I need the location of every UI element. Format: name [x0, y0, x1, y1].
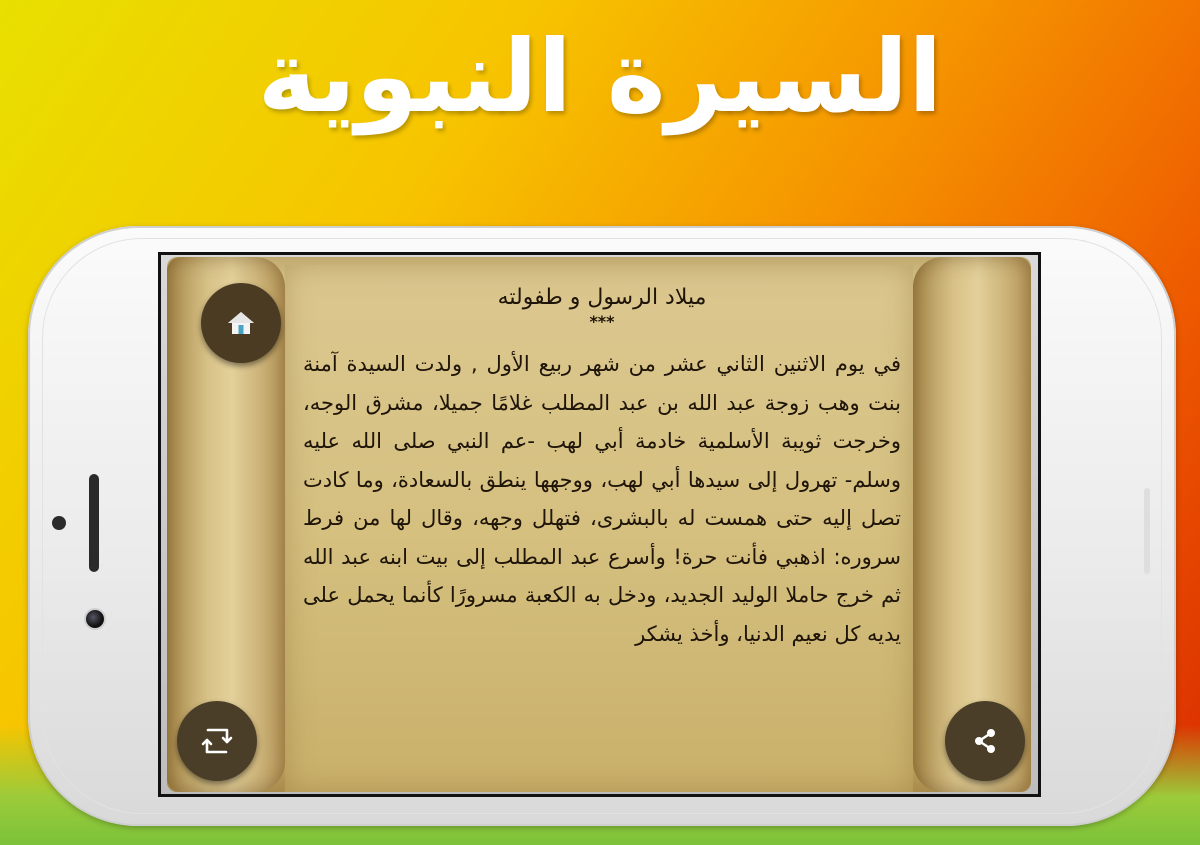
story-text-area[interactable]	[297, 271, 907, 691]
title-separator: ***	[589, 312, 615, 331]
phone-speaker	[89, 474, 99, 572]
story-body-text: في يوم الاثنين الثاني عشر من شهر ربيع الأول , ولدت السيدة آمنة بنت وهب زوجة عبد الله بن عبد المطلب غلامًا جميلا، مشرق الوجه، وخرجت ثويبة الأسلمية خادمة أبي لهب -عم النبي صلى الله عليه وسلم- تهرول إلى سيدها أبي لهب، ووجهها ينطق بالسعادة، وما كادت تصل إليه حتى همست له بالبشرى، فتهلل وجهه، وقال لها من فرط سروره: اذهبي فأنت حرة! وأسرع عبد المطلب إلى بيت ابنه عبد الله ثم خرج حاملا الوليد الجديد، ودخل به الكعبة مسرورًا كأنما يحمل على يديه كل نعيم الدنيا، وأخذ يشكر	[303, 352, 901, 646]
front-sensor	[52, 516, 66, 530]
chapter-title: ميلاد الرسول و طفولته	[497, 285, 707, 310]
home-icon	[226, 310, 256, 336]
switch-page-button[interactable]	[177, 701, 257, 781]
front-camera	[86, 610, 104, 628]
app-banner-title: السيرة النبوية	[257, 18, 943, 135]
phone-screen	[158, 252, 1041, 797]
share-button[interactable]	[945, 701, 1025, 781]
home-button[interactable]	[201, 283, 281, 363]
switch-icon	[200, 726, 234, 756]
phone-side-button	[1144, 488, 1150, 574]
parchment-scroll	[167, 257, 1031, 792]
share-icon	[971, 727, 999, 755]
